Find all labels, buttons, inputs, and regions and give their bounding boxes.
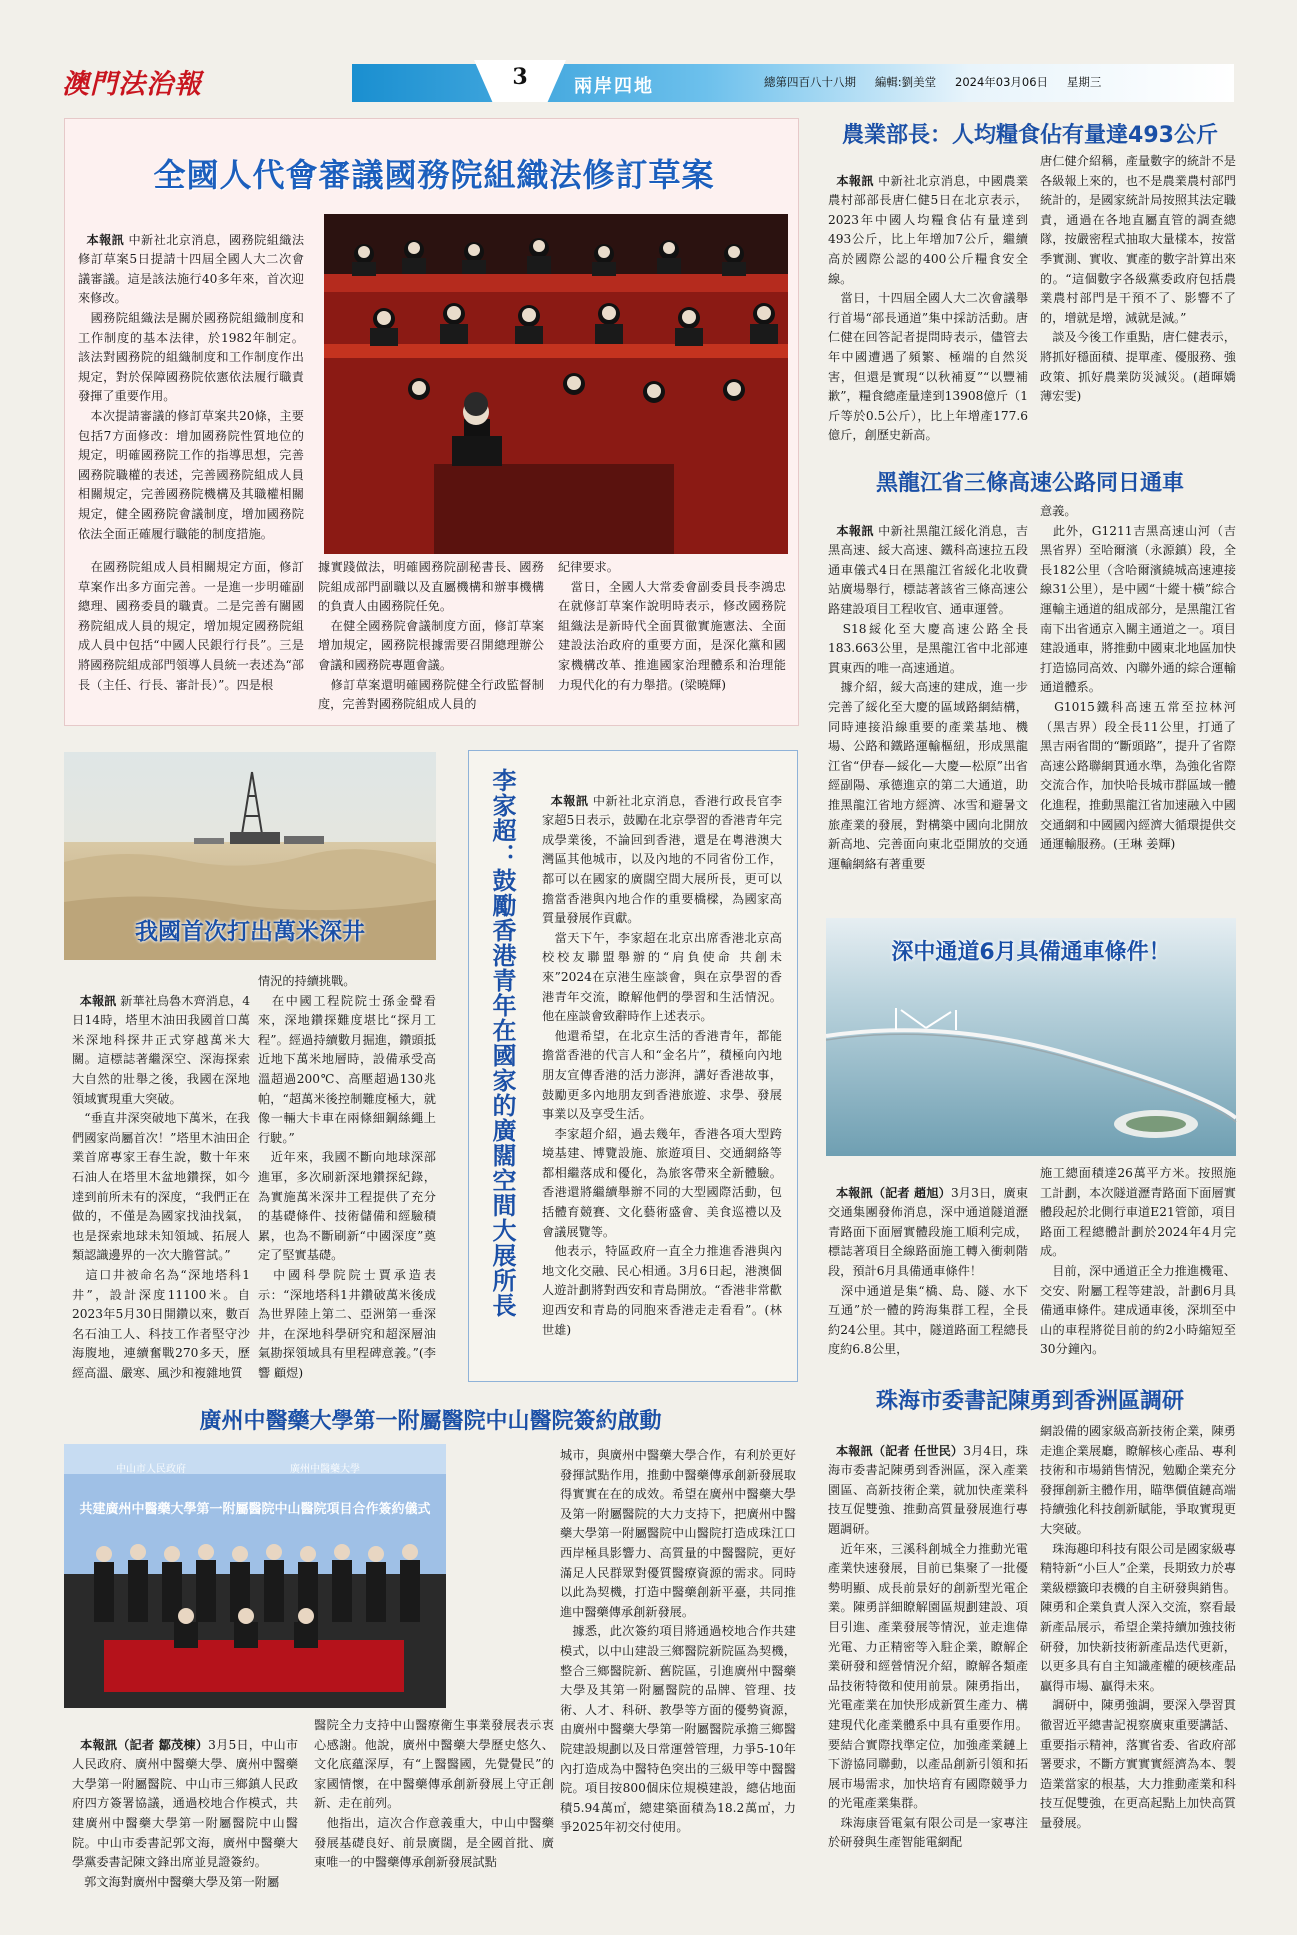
article-heilongjiang-col1: 本報訊 中新社黑龍江綏化消息，吉黑高速、綏大高速、鐵科高速拉五段通車儀式4日在黑龍江省綏化北收費站廣場舉行，標誌著該省三條高速公路建設項目工程收官、通車運營。 S18綏化至大慶高速公路全長183.663公里，是黑龍江省中北部連貫東西的唯一高速通道。 據介紹，綏大高速的建成，進一步完善了綏化至大慶的區域路網結構，同時連接沿線重要的產業基地、機場、公路和鐵路運輸樞紐，形成黑龍江省“伊春—綏化—大慶—松原”出省經副陽、承德進京的第二大通道，助推黑龍江省地方經濟、冰雪和避暑文旅產業的發展，對構築中國向北開放新高地、完善面向東北亞開放的交通運輸網絡有著重要 [828, 523, 1029, 871]
lead-tag: 本報訊 [836, 173, 874, 188]
section-name: 兩岸四地 [574, 76, 654, 97]
lead-tag: 本報訊 [86, 232, 125, 247]
article-hk-title: 李家超：鼓勵香港青年在國家的廣闊空間大展所長 [488, 768, 516, 1318]
article-shenzhong-col2: 施工總面積達26萬平方米。按照施工計劃，本次隧道瀝青路面下面層實體段起於北側行車道E21管節，項目路面工程總體計劃於2024年4月完成。 目前，深中通道正全力推進機電、交安、附屬工程等建設，計劃6月具備通車條件。建成通車後，深圳至中山的車程將從目前的約2小時縮短至30分鐘內。 [1040, 1166, 1236, 1357]
article-heilongjiang-col2: 意義。 此外，G1211吉黑高速山河（吉黑省界）至哈爾濱（永源鎮）段，全長182公里（含哈爾濱繞城高速連接線31公里），是中國“十縱十橫”綜合運輸主通道的組成部分，是黑龍江省南下出省通京入關主通道之一。項目建設通車，將推動中國東北地區加快打造協同高效、內聯外通的綜合運輸通道體系。 G1015鐵科高速五常至拉林河（黑吉界）段全長11公里，打通了黑吉兩省間的“斷頭路”，提升了省際高速公路聯網貫通水準，為強化省際交流合作，加快哈長城市群區域一體化進程，推動黑龍江省加速融入中國交通網和中國國內經濟大循環提供交通運輸服務。(王琳 姜輝) [1040, 504, 1236, 852]
lead-tag: 本報訊（記者 趙旭） [835, 1185, 951, 1200]
masthead-logo: 澳門法治報 [62, 69, 202, 100]
signing-ceremony-illustration [64, 1444, 446, 1708]
issue-date: 2024年03月06日 [955, 75, 1049, 89]
article-tcm-col3: 城市，與廣州中醫藥大學合作，有利於更好發揮試點作用，推動中醫藥傳承創新發展取得實實在在的成效。希望在廣州中醫藥大學及第一附屬醫院的大力支持下，把廣州中醫藥大學第一附屬醫院中山醫院打造成珠江口西岸極具影響力、高質量的中醫醫院，更好滿足人民群眾對優質醫療資源的需求。同時以此為契機，打造中醫藥創新平臺，共同推進中醫藥傳承創新發展。 據悉，此次簽約項目將通過校地合作共建模式，以中山建設三鄉醫院新院區為契機，整合三鄉醫院新、舊院區，引進廣州中醫藥大學及其第一附屬醫院的品牌、管理、技術、人才、科研、教學等方面的優勢資源，由廣州中醫藥大學第一附屬醫院承擔三鄉醫院建設規劃以及日常運營管理，力爭5-10年內打造成為中醫特色突出的三級甲等中醫醫院。項目按800個床位規模建設，總佔地面積5.94萬㎡，總建築面積為18.2萬㎡，力爭2025年初交付使用。 [560, 1448, 796, 1835]
lead-tag: 本報訊 [550, 793, 589, 808]
article-deepwell-col2: 情況的持續挑戰。 在中國工程院院士孫金聲看來，深地鑽探難度堪比“探月工程”。經過持續數月掘進，鑽頭抵近地下萬米地層時，設備承受高溫超過200℃、高壓超過130兆帕，“超萬米後控制難度極大，就像一輛大卡車在兩條細鋼絲繩上行駛。” 近年來，我國不斷向地球深部進軍，多次刷新深地鑽探紀錄，為實施萬米深井工程提供了充分的基礎條件、技術儲備和經驗積累，也為不斷刷新“中國深度”奠定了堅實基礎。 中國科學院院士賈承造表示：“深地塔科1井鑽破萬米後成為世界陸上第二、亞洲第一垂深井，在深地科學研究和超深層油氣勘探領域具有里程碑意義。”(李響 顧煜) [258, 974, 436, 1380]
lead-tag: 本報訊 [836, 523, 874, 538]
photo-banner-text: 共建廣州中醫藥大學第一附屬醫院中山醫院項目合作簽約儀式 [79, 1502, 431, 1517]
lead-tag: 本報訊（記者 任世民） [835, 1443, 964, 1458]
article-hk-body: 本報訊 中新社北京消息，香港行政長官李家超5日表示，鼓勵在北京學習的香港青年完成學業後，不論回到香港，還是在粵港澳大灣區其他城市，以及內地的不同省份工作，都可以在國家的廣闊空間大展所長，更可以擔當香港與內地合作的重要橋樑，為國家高質量發展作貢獻。 當天下午，李家超在北京出席香港北京高校校友聯盟舉辦的“肩負使命 共創未來”2024在京港生座談會，與在京學習的香港青年交流，瞭解他們的學習和生活情況。他在座談會致辭時作上述表示。 他還希望，在北京生活的香港青年，都能擔當香港的代言人和“金名片”，積極向內地朋友宣傳香港的活力澎湃，講好香港故事，鼓勵更多內地朋友到香港旅遊、求學、發展事業以及享受生活。 李家超介紹，過去幾年，香港各項大型跨境基建、博覽設施、旅遊項目、交通網絡等都相繼落成和優化，為旅客帶來全新體驗。香港還將繼續舉辦不同的大型國際活動，包括體育競賽、文化藝術盛會、美食巡禮以及會議展覽等。 他表示，特區政府一直全力推進香港與內地文化交融、民心相通。3月6日起，港澳個人遊計劃將對西安和青島開放。“香港非常歡迎西安和青島的同胞來香港走走看看”。(林世雄) [542, 793, 783, 1337]
editor: 編輯:劉美堂 [874, 75, 937, 89]
issue-weekday: 星期三 [1066, 75, 1102, 89]
npc-meeting-illustration [324, 214, 788, 554]
lead-tag: 本報訊（記者 鄒茂棟） [80, 1737, 209, 1752]
article-agri-title: 農業部長：人均糧食佔有量達493公斤 [842, 123, 1218, 148]
article-tcm-title: 廣州中醫藥大學第一附屬醫院中山醫院簽約啟動 [199, 1409, 662, 1434]
photo-host-right: 廣州中醫藥大學 [290, 1464, 360, 1475]
article-npc-col1b: 在國務院組成人員相關規定方面，修訂草案作出多方面完善。一是進一步明確副總理、國務委員的職責。二是完善有關國務院組成人員的規定，增加規定國務院組成人員中包括“中國人民銀行行長”。三是將國務院組成部門領導人員統一表述為“部長（主任、行長、審計長）”。四是根 [78, 560, 304, 692]
article-deepwell-col1: 本報訊 新華社烏魯木齊消息，4日14時，塔里木油田我國首口萬米深地科探井正式穿越萬米大關。這標誌著繼深空、深海探索大自然的壯舉之後，我國在深地領域實現重大突破。 “垂直井深突破地下萬米，在我們國家尚屬首次！”塔里木油田企業首席專家王春生說，數十年來石油人在塔里木盆地鑽探，如今達到前所未有的深度，“我們正在做的，不僅是為國家找油找氣，也是探索地球未知領域、拓展人類認識邊界的一次大膽嘗試。” 這口井被命名為“深地塔科1井”，設計深度11100米。自2023年5月30日開鑽以來，數百名石油工人、科技工作者堅守沙海腹地，連續奮戰270多天，歷經高溫、嚴寒、風沙和複雜地質 [72, 993, 251, 1380]
npc-meeting-photo [324, 214, 788, 554]
issue-number: 總第四百八十八期 [764, 75, 856, 89]
article-npc-col2: 據實踐做法，明確國務院副秘書長、國務院組成部門副職以及直屬機構和辦事機構的負責人由國務院任免。 在健全國務院會議制度方面，修訂草案增加規定，國務院根據需要召開總理辦公會議和國務院專題會議。 修訂草案還明確國務院健全行政監督制度，完善對國務院組成人員的 [318, 560, 544, 712]
article-heilongjiang-title: 黑龍江省三條高速公路同日通車 [875, 471, 1184, 496]
article-tcm-col2: 醫院全力支持中山醫療衛生事業發展表示衷心感謝。他說，廣州中醫藥大學歷史悠久、文化底蘊深厚，有“上醫醫國，先覺覺民”的家國情懷，在中醫藥傳承創新發展上守正創新、走在前列。 他指出，這次合作意義重大，中山中醫藥發展基礎良好、前景廣闊，是全國首批、廣東唯一的中醫藥傳承創新發展試點 [314, 1718, 554, 1870]
article-shenzhong-col1: 本報訊（記者 趙旭）3月3日，廣東交通集團發佈消息，深中通道隧道瀝青路面下面層實體段施工順利完成，標誌著項目全線路面施工轉入衝刺階段，預計6月具備通車條件！ 深中通道是集“橋、島、隧、水下互通”於一體的跨海集群工程，全長約24公里。其中，隧道路面工程總長度約6.8公里， [828, 1185, 1029, 1357]
article-zhuhai-col2: 網設備的國家級高新技術企業，陳勇走進企業展廳，瞭解核心產品、專利技術和市場銷售情況，勉勵企業充分發揮創新主體作用，瞄準價值鏈高端持續強化科技創新賦能，爭取實現更大突破。 珠海趣印科技有限公司是國家級專精特新“小巨人”企業，長期致力於專業級標籤印表機的自主研發與銷售。陳勇和企業負責人深入交流，察看最新產品展示，希望企業持續加強技術研發，加快新技術新產品迭代更新，以更多具有自主知識產權的硬核產品贏得市場、贏得未來。 調研中，陳勇強調，要深入學習貫徹習近平總書記視察廣東重要講話、重要指示精神，落實省委、省政府部署要求，不斷方實實實經濟為本、製造業當家的根基，大力推動產業和科技互促雙強，在更高起點上加快高質量發展。 [1040, 1424, 1236, 1830]
article-npc-col3: 紀律要求。 當日，全國人大常委會副委員長李鴻忠在就修訂草案作說明時表示，修改國務院組織法是新時代全面貫徹實施憲法、全面建設法治政府的重要方面，是深化黨和國家機構改革、推進國家治理體系和治理能力現代化的有力舉措。(梁曉輝) [558, 560, 786, 692]
article-shenzhong-title: 深中通道6月具備通車條件！ [891, 940, 1171, 965]
article-deepwell-title: 我國首次打出萬米深井 [135, 919, 365, 945]
article-zhuhai-col1: 本報訊（記者 任世民）3月4日，珠海市委書記陳勇到香洲區，深入產業園區、高新技術企業，就加快產業科技互促雙強、推動高質量發展進行專題調研。 近年來，三溪科創城全力推動光電產業快速發展，目前已集聚了一批優勢明顯、成長前景好的創新型光電企業。陳勇詳細瞭解園區規劃建設、項目引進、產業發展等情況，並走進偉光電、力正精密等入駐企業，瞭解企業研發和經營情況介紹，瞭解各類產品技術特徵和使用前景。陳勇指出，光電產業在加快形成新質生產力、構建現代化產業體系中具有重要作用。要結合實際找準定位，加強產業鏈上下游協同聯動，以產品創新引領和拓展市場需求，加快培育有國際競爭力的光電產業集群。 珠海康晉電氣有限公司是一家專注於研發與生產智能電網配 [828, 1443, 1029, 1850]
signing-ceremony-photo [64, 1444, 446, 1708]
article-agri-col1: 本報訊 中新社北京消息，中國農業農村部部長唐仁健5日在北京表示，2023年中國人均糧食佔有量達到493公斤，比上年增加7公斤，繼續高於國際公認的400公斤糧食安全線。 當日，十四屆全國人大二次會議舉行首場“部長通道”集中採訪活動。唐仁健在回答記者提問時表示，儘管去年中國遭遇了頻繁、極端的自然災害，但還是實現“以秋補夏”“以豐補歉”，糧食總產量達到13908億斤（1斤等於0.5公斤），比上年增產177.6億斤，創歷史新高。 [828, 173, 1029, 443]
page-number: 3 [512, 64, 528, 90]
article-npc-col1a: 本報訊 中新社北京消息，國務院組織法修訂草案5日提請十四屆全國人大二次會議審議。這是該法施行40多年來，首次迎來修改。 國務院組織法是關於國務院組織制度和工作制度的基本法律，於1982年制定。該法對國務院的組織制度和工作制度作出規定，對於保障國務院依憲依法履行職責發揮了重要作用。 本次提請審議的修訂草案共20條，主要包括7方面修改：增加國務院性質地位的規定，明確國務院工作的指導思想，完善國務院職權的表述，完善國務院組成人員相關規定，完善國務院機構及其職權相關規定，健全國務院會議制度，增加國務院依法全面正確履行職能的制度措施。 [78, 232, 305, 541]
article-zhuhai-title: 珠海市委書記陳勇到香洲區調研 [875, 1389, 1184, 1414]
photo-host-left: 中山市人民政府 [116, 1464, 186, 1475]
masthead [62, 58, 1234, 102]
issue-info [764, 74, 1101, 90]
article-tcm-col1: 本報訊（記者 鄒茂棟）3月5日，中山市人民政府、廣州中醫藥大學、廣州中醫藥大學第一附屬醫院、中山市三鄉鎮人民政府四方簽署協議，通過校地合作模式，共建廣州中醫藥大學第一附屬醫院中山醫院。中山市委書記郭文海，廣州中醫藥大學黨委書記陳文鋒出席並見證簽約。 郭文海對廣州中醫藥大學及第一附屬 [72, 1737, 299, 1889]
article-agri-col2: 唐仁健介紹稱，產量數字的統計不是各級報上來的，也不是農業農村部門統計的，是國家統計局按照其法定職責，通過在各地直屬直管的調查總隊，按嚴密程式抽取大量樣本，按當季實測、實收、實產的數字計算出來的。“這個數字各級黨委政府包括農業農村部門是干預不了、影響不了的，增就是增，減就是減。” 談及今後工作重點，唐仁健表示，將抓好穩面積、提單產、優服務、強政策、抓好農業防災減災。(趙暉嬌 薄宏雯) [1040, 154, 1236, 404]
lead-tag: 本報訊 [79, 993, 117, 1008]
article-npc-title: 全國人代會審議國務院組織法修訂草案 [153, 156, 715, 194]
